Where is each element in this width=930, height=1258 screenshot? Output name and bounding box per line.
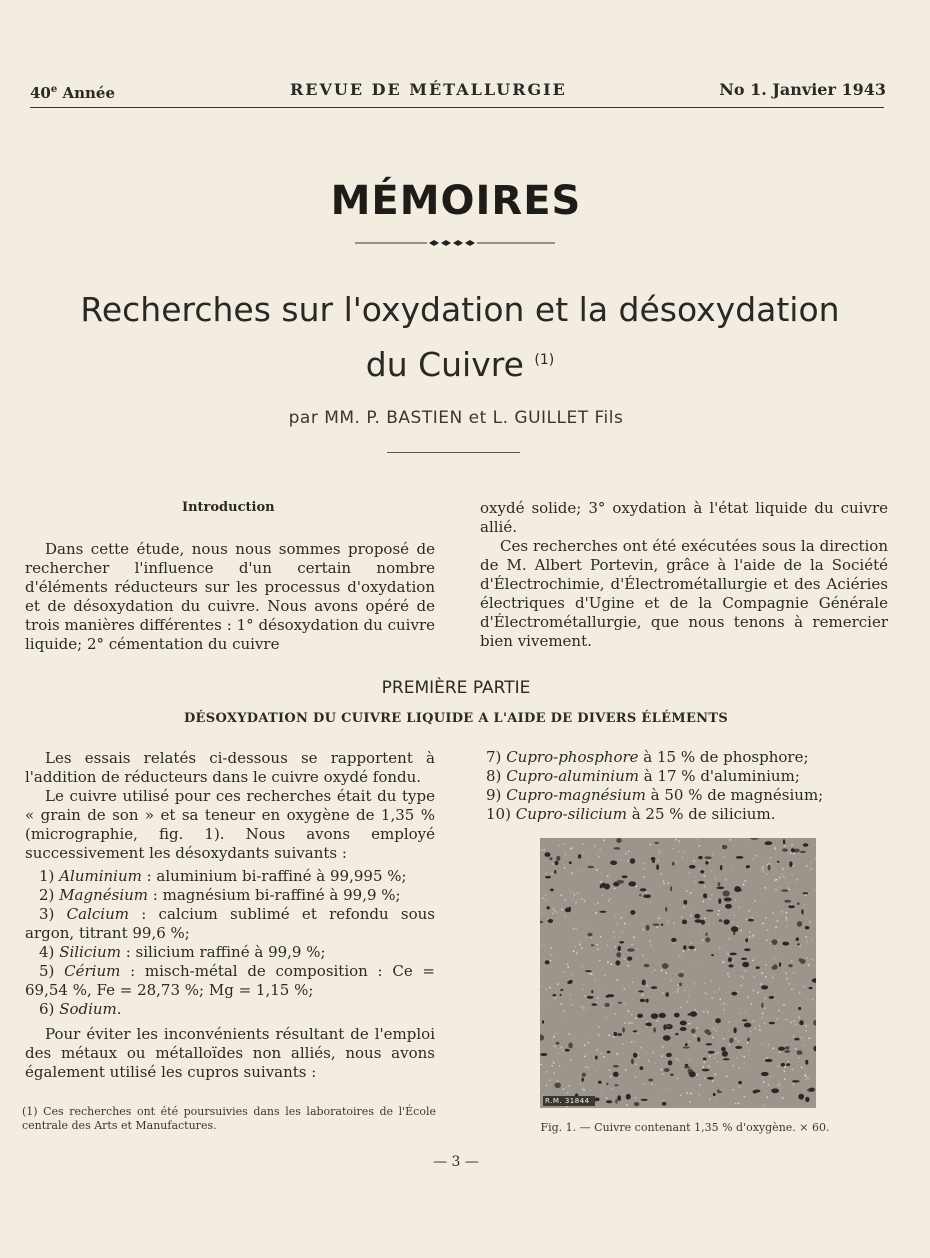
micrograph-reference: R.M. 31844 bbox=[545, 1097, 590, 1105]
journal-title: REVUE DE MÉTALLURGIE bbox=[290, 80, 567, 99]
article-title bbox=[20, 285, 900, 390]
section-title: MÉMOIRES bbox=[330, 178, 582, 224]
intro-paragraph: oxydé solide; 3° oxydation à l'état liquide du cuivre allié. bbox=[480, 499, 888, 536]
micrograph-texture bbox=[540, 838, 816, 1108]
list-item: 9) Cupro-magnésium à 50 % de magnésium; bbox=[486, 786, 824, 804]
intro-paragraph: Dans cette étude, nous nous sommes proposé de rechercher l'influence d'un certain nombre d'éléments réducteurs sur les processus d'oxydation et de désoxydation du cuivre. Nous avons opéré de trois manières différentes : 1° désoxydation du cuivre liquide; 2° cémentation du cuivre bbox=[25, 540, 435, 653]
list-item: 1) Aluminium : aluminium bi-raffiné à 99,995 %; bbox=[39, 867, 407, 885]
list-item: 7) Cupro-phosphore à 15 % de phosphore; bbox=[486, 748, 809, 766]
title-footnote-mark: (1) bbox=[534, 352, 555, 368]
footnote: (1) Ces recherches ont été poursuivies dans les laboratoires de l'École centrale des Arts et Manufactures. bbox=[22, 1105, 436, 1132]
list-item: 4) Silicium : silicium raffiné à 99,9 %; bbox=[39, 943, 326, 961]
part-title: PREMIÈRE PARTIE bbox=[381, 678, 531, 698]
header-rule bbox=[30, 107, 884, 108]
list-item: 8) Cupro-aluminium à 17 % d'aluminium; bbox=[486, 767, 800, 785]
title-ornament bbox=[355, 236, 555, 250]
intro-heading: Introduction bbox=[182, 500, 275, 515]
author-byline: par MM. P. BASTIEN et L. GUILLET Fils bbox=[288, 408, 624, 428]
part-subtitle: DÉSOXYDATION DU CUIVRE LIQUIDE A L'AIDE DE DIVERS ÉLÉMENTS bbox=[183, 711, 729, 726]
article-title-line2: du Cuivre $^{(1)}$ bbox=[365, 345, 555, 384]
body-paragraph: Pour éviter les inconvénients résultant de l'emploi des métaux ou métalloïdes non alliés, nous avons également utilisé les cupros suivants : bbox=[25, 1025, 435, 1081]
figure-caption: Fig. 1. — Cuivre contenant 1,35 % d'oxygène. × 60. bbox=[540, 1121, 830, 1134]
list-item: 3) Calcium : calcium sublimé et refondu sous argon, titrant 99,6 %; bbox=[25, 905, 435, 942]
list-item: 2) Magnésium : magnésium bi-raffiné à 99,9 %; bbox=[39, 886, 401, 904]
intro-left-column bbox=[25, 540, 435, 654]
list-item: 10) Cupro-silicium à 25 % de silicium. bbox=[486, 805, 776, 823]
list-item: 5) Cérium : misch-métal de composition : Ce = 69,54 %, Fe = 28,73 %; Mg = 1,15 %; bbox=[25, 962, 435, 999]
body-paragraph: Le cuivre utilisé pour ces recherches était du type « grain de son » et sa teneur en oxygène de 1,35 % (micrographie, fig. 1). Nous avons employé successivement les désoxydants suivants : bbox=[25, 787, 435, 862]
micrograph-image bbox=[540, 838, 816, 1108]
title-rule bbox=[387, 452, 520, 453]
body-right-column bbox=[480, 748, 888, 824]
list-item: 6) Sodium. bbox=[39, 1000, 122, 1018]
body-left-column bbox=[25, 749, 435, 1082]
issue-date: No 1. Janvier 1943 bbox=[719, 80, 886, 99]
volume-year: 40e Année bbox=[30, 84, 116, 102]
page-number: — 3 — bbox=[433, 1154, 479, 1170]
body-paragraph: Les essais relatés ci-dessous se rapportent à l'addition de réducteurs dans le cuivre oxydé fondu. bbox=[25, 749, 435, 786]
deoxidizer-list bbox=[25, 867, 435, 1019]
article-title-line1: Recherches sur l'oxydation et la désoxydation bbox=[80, 290, 840, 329]
intro-paragraph: Ces recherches ont été exécutées sous la direction de M. Albert Portevin, grâce à l'aide de la Société d'Électrochimie, d'Électrométallurgie et des Aciéries électriques d'Ugine et de la Compagnie Générale d'Électrométallurgie, que nous tenons à remercier bien vivement. bbox=[480, 537, 888, 650]
intro-right-column bbox=[480, 499, 888, 651]
